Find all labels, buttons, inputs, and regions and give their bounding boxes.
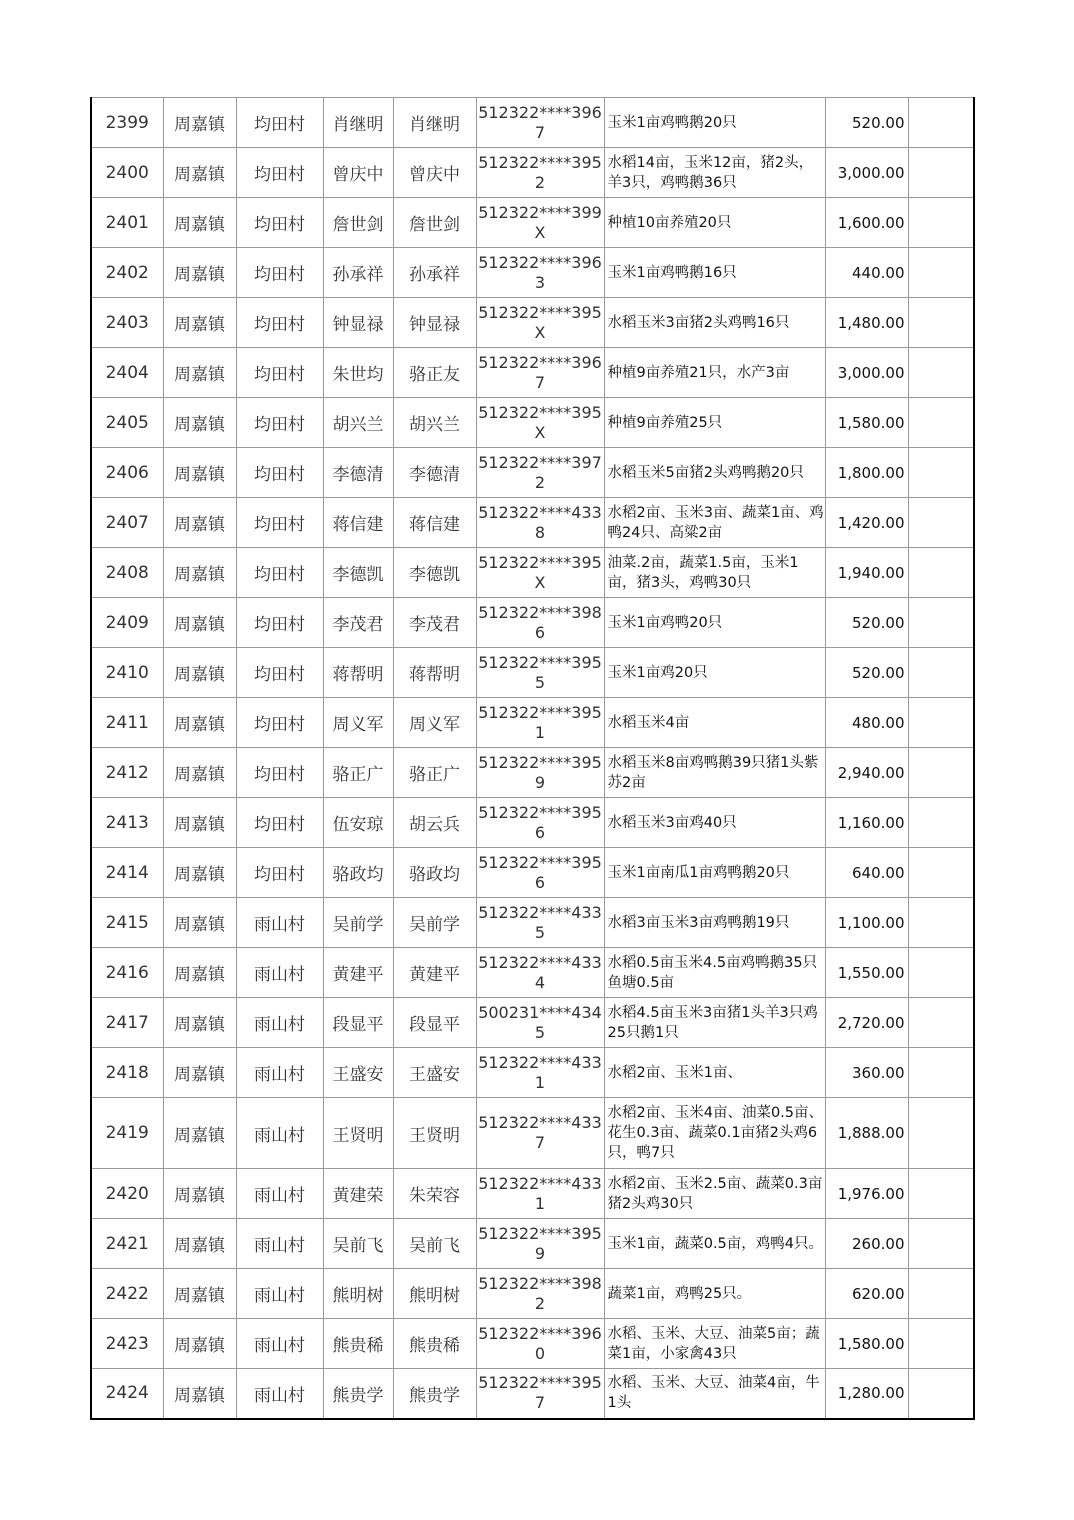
recipient-name-cell: 胡兴兰 bbox=[393, 398, 476, 448]
subsidy-amount-cell: 440.00 bbox=[825, 248, 908, 298]
row-number-cell: 2403 bbox=[91, 298, 163, 348]
production-description-cell: 水稻4.5亩玉米3亩猪1头羊3只鸡25只鹅1只 bbox=[604, 998, 825, 1048]
subsidy-table bbox=[90, 97, 975, 1420]
row-number-cell: 2410 bbox=[91, 648, 163, 698]
subsidy-amount-cell: 260.00 bbox=[825, 1219, 908, 1269]
row-number-cell: 2400 bbox=[91, 148, 163, 198]
subsidy-amount-cell: 1,160.00 bbox=[825, 798, 908, 848]
remarks-cell bbox=[908, 648, 974, 698]
village-cell: 雨山村 bbox=[236, 948, 323, 998]
row-number-cell: 2408 bbox=[91, 548, 163, 598]
recipient-name-cell: 熊贵稀 bbox=[393, 1319, 476, 1369]
row-number-cell: 2404 bbox=[91, 348, 163, 398]
id-number-cell: 512322****3982 bbox=[476, 1269, 604, 1319]
household-head-cell: 曾庆中 bbox=[323, 148, 393, 198]
table-row bbox=[91, 498, 974, 548]
production-description-cell: 水稻玉米3亩猪2头鸡鸭16只 bbox=[604, 298, 825, 348]
id-number-cell: 512322****4337 bbox=[476, 1098, 604, 1169]
household-head-cell: 蒋信建 bbox=[323, 498, 393, 548]
village-cell: 均田村 bbox=[236, 148, 323, 198]
id-number-cell: 512322****395X bbox=[476, 548, 604, 598]
production-description-cell: 水稻、玉米、大豆、油菜5亩；蔬菜1亩，小家禽43只 bbox=[604, 1319, 825, 1369]
subsidy-amount-cell: 1,800.00 bbox=[825, 448, 908, 498]
remarks-cell bbox=[908, 848, 974, 898]
village-cell: 均田村 bbox=[236, 798, 323, 848]
row-number-cell: 2407 bbox=[91, 498, 163, 548]
subsidy-amount-cell: 1,100.00 bbox=[825, 898, 908, 948]
id-number-cell: 512322****3955 bbox=[476, 648, 604, 698]
village-cell: 雨山村 bbox=[236, 1319, 323, 1369]
remarks-cell bbox=[908, 198, 974, 248]
remarks-cell bbox=[908, 598, 974, 648]
household-head-cell: 骆正广 bbox=[323, 748, 393, 798]
production-description-cell: 蔬菜1亩，鸡鸭25只。 bbox=[604, 1269, 825, 1319]
recipient-name-cell: 肖继明 bbox=[393, 98, 476, 148]
subsidy-amount-cell: 520.00 bbox=[825, 98, 908, 148]
town-cell: 周嘉镇 bbox=[163, 648, 236, 698]
subsidy-amount-cell: 1,940.00 bbox=[825, 548, 908, 598]
household-head-cell: 骆政均 bbox=[323, 848, 393, 898]
recipient-name-cell: 吴前学 bbox=[393, 898, 476, 948]
table-row bbox=[91, 248, 974, 298]
village-cell: 均田村 bbox=[236, 598, 323, 648]
household-head-cell: 胡兴兰 bbox=[323, 398, 393, 448]
remarks-cell bbox=[908, 398, 974, 448]
id-number-cell: 512322****3967 bbox=[476, 348, 604, 398]
production-description-cell: 水稻2亩、玉米3亩、蔬菜1亩、鸡鸭24只、高粱2亩 bbox=[604, 498, 825, 548]
remarks-cell bbox=[908, 548, 974, 598]
household-head-cell: 孙承祥 bbox=[323, 248, 393, 298]
village-cell: 均田村 bbox=[236, 698, 323, 748]
household-head-cell: 李茂君 bbox=[323, 598, 393, 648]
id-number-cell: 512322****3959 bbox=[476, 1219, 604, 1269]
table-row bbox=[91, 698, 974, 748]
remarks-cell bbox=[908, 948, 974, 998]
town-cell: 周嘉镇 bbox=[163, 1219, 236, 1269]
subsidy-amount-cell: 620.00 bbox=[825, 1269, 908, 1319]
recipient-name-cell: 周义军 bbox=[393, 698, 476, 748]
row-number-cell: 2420 bbox=[91, 1169, 163, 1219]
town-cell: 周嘉镇 bbox=[163, 1269, 236, 1319]
remarks-cell bbox=[908, 698, 974, 748]
village-cell: 均田村 bbox=[236, 98, 323, 148]
town-cell: 周嘉镇 bbox=[163, 148, 236, 198]
id-number-cell: 512322****3956 bbox=[476, 798, 604, 848]
household-head-cell: 熊贵稀 bbox=[323, 1319, 393, 1369]
village-cell: 均田村 bbox=[236, 548, 323, 598]
town-cell: 周嘉镇 bbox=[163, 798, 236, 848]
recipient-name-cell: 王盛安 bbox=[393, 1048, 476, 1098]
household-head-cell: 黄建荣 bbox=[323, 1169, 393, 1219]
subsidy-amount-cell: 360.00 bbox=[825, 1048, 908, 1098]
village-cell: 均田村 bbox=[236, 498, 323, 548]
table-row bbox=[91, 198, 974, 248]
id-number-cell: 512322****399X bbox=[476, 198, 604, 248]
remarks-cell bbox=[908, 898, 974, 948]
village-cell: 均田村 bbox=[236, 248, 323, 298]
table-row bbox=[91, 448, 974, 498]
recipient-name-cell: 熊明树 bbox=[393, 1269, 476, 1319]
table-row bbox=[91, 948, 974, 998]
id-number-cell: 512322****3986 bbox=[476, 598, 604, 648]
table-row bbox=[91, 298, 974, 348]
subsidy-amount-cell: 1,600.00 bbox=[825, 198, 908, 248]
subsidy-amount-cell: 1,420.00 bbox=[825, 498, 908, 548]
town-cell: 周嘉镇 bbox=[163, 1098, 236, 1169]
table-row bbox=[91, 1369, 974, 1419]
village-cell: 雨山村 bbox=[236, 1048, 323, 1098]
row-number-cell: 2417 bbox=[91, 998, 163, 1048]
row-number-cell: 2422 bbox=[91, 1269, 163, 1319]
production-description-cell: 水稻2亩、玉米2.5亩、蔬菜0.3亩猪2头鸡30只 bbox=[604, 1169, 825, 1219]
remarks-cell bbox=[908, 148, 974, 198]
row-number-cell: 2402 bbox=[91, 248, 163, 298]
remarks-cell bbox=[908, 1319, 974, 1369]
production-description-cell: 玉米1亩，蔬菜0.5亩，鸡鸭4只。 bbox=[604, 1219, 825, 1269]
remarks-cell bbox=[908, 1098, 974, 1169]
subsidy-amount-cell: 3,000.00 bbox=[825, 148, 908, 198]
remarks-cell bbox=[908, 98, 974, 148]
remarks-cell bbox=[908, 1169, 974, 1219]
production-description-cell: 水稻玉米5亩猪2头鸡鸭鹅20只 bbox=[604, 448, 825, 498]
town-cell: 周嘉镇 bbox=[163, 198, 236, 248]
row-number-cell: 2406 bbox=[91, 448, 163, 498]
village-cell: 均田村 bbox=[236, 198, 323, 248]
household-head-cell: 钟显禄 bbox=[323, 298, 393, 348]
town-cell: 周嘉镇 bbox=[163, 498, 236, 548]
id-number-cell: 512322****3959 bbox=[476, 748, 604, 798]
subsidy-amount-cell: 1,480.00 bbox=[825, 298, 908, 348]
village-cell: 雨山村 bbox=[236, 1269, 323, 1319]
household-head-cell: 肖继明 bbox=[323, 98, 393, 148]
village-cell: 均田村 bbox=[236, 398, 323, 448]
table-row bbox=[91, 748, 974, 798]
village-cell: 均田村 bbox=[236, 348, 323, 398]
recipient-name-cell: 胡云兵 bbox=[393, 798, 476, 848]
table-row bbox=[91, 848, 974, 898]
recipient-name-cell: 蒋帮明 bbox=[393, 648, 476, 698]
table-body bbox=[91, 98, 974, 1419]
row-number-cell: 2409 bbox=[91, 598, 163, 648]
recipient-name-cell: 黄建平 bbox=[393, 948, 476, 998]
recipient-name-cell: 李茂君 bbox=[393, 598, 476, 648]
row-number-cell: 2413 bbox=[91, 798, 163, 848]
town-cell: 周嘉镇 bbox=[163, 248, 236, 298]
production-description-cell: 水稻玉米3亩鸡40只 bbox=[604, 798, 825, 848]
subsidy-table-sheet bbox=[90, 97, 975, 1420]
town-cell: 周嘉镇 bbox=[163, 1369, 236, 1419]
subsidy-amount-cell: 520.00 bbox=[825, 648, 908, 698]
village-cell: 雨山村 bbox=[236, 998, 323, 1048]
subsidy-amount-cell: 2,720.00 bbox=[825, 998, 908, 1048]
id-number-cell: 512322****3951 bbox=[476, 698, 604, 748]
subsidy-amount-cell: 1,976.00 bbox=[825, 1169, 908, 1219]
id-number-cell: 512322****395X bbox=[476, 298, 604, 348]
production-description-cell: 种植9亩养殖21只，水产3亩 bbox=[604, 348, 825, 398]
town-cell: 周嘉镇 bbox=[163, 948, 236, 998]
table-row bbox=[91, 398, 974, 448]
production-description-cell: 水稻玉米8亩鸡鸭鹅39只猪1头紫苏2亩 bbox=[604, 748, 825, 798]
remarks-cell bbox=[908, 1219, 974, 1269]
production-description-cell: 水稻2亩、玉米1亩、 bbox=[604, 1048, 825, 1098]
recipient-name-cell: 骆正广 bbox=[393, 748, 476, 798]
table-row bbox=[91, 1269, 974, 1319]
row-number-cell: 2412 bbox=[91, 748, 163, 798]
production-description-cell: 水稻14亩，玉米12亩，猪2头，羊3只，鸡鸭鹅36只 bbox=[604, 148, 825, 198]
production-description-cell: 水稻、玉米、大豆、油菜4亩，牛1头 bbox=[604, 1369, 825, 1419]
row-number-cell: 2411 bbox=[91, 698, 163, 748]
village-cell: 雨山村 bbox=[236, 1219, 323, 1269]
row-number-cell: 2421 bbox=[91, 1219, 163, 1269]
household-head-cell: 朱世均 bbox=[323, 348, 393, 398]
subsidy-amount-cell: 640.00 bbox=[825, 848, 908, 898]
town-cell: 周嘉镇 bbox=[163, 348, 236, 398]
table-row bbox=[91, 648, 974, 698]
production-description-cell: 水稻0.5亩玉米4.5亩鸡鸭鹅35只鱼塘0.5亩 bbox=[604, 948, 825, 998]
row-number-cell: 2416 bbox=[91, 948, 163, 998]
id-number-cell: 512322****4334 bbox=[476, 948, 604, 998]
village-cell: 雨山村 bbox=[236, 898, 323, 948]
household-head-cell: 黄建平 bbox=[323, 948, 393, 998]
table-row bbox=[91, 798, 974, 848]
village-cell: 均田村 bbox=[236, 448, 323, 498]
production-description-cell: 水稻玉米4亩 bbox=[604, 698, 825, 748]
id-number-cell: 512322****4335 bbox=[476, 898, 604, 948]
id-number-cell: 512322****3963 bbox=[476, 248, 604, 298]
household-head-cell: 李德凯 bbox=[323, 548, 393, 598]
recipient-name-cell: 骆政均 bbox=[393, 848, 476, 898]
town-cell: 周嘉镇 bbox=[163, 998, 236, 1048]
row-number-cell: 2418 bbox=[91, 1048, 163, 1098]
town-cell: 周嘉镇 bbox=[163, 548, 236, 598]
production-description-cell: 玉米1亩南瓜1亩鸡鸭鹅20只 bbox=[604, 848, 825, 898]
town-cell: 周嘉镇 bbox=[163, 598, 236, 648]
recipient-name-cell: 骆正友 bbox=[393, 348, 476, 398]
table-row bbox=[91, 998, 974, 1048]
table-row bbox=[91, 598, 974, 648]
recipient-name-cell: 孙承祥 bbox=[393, 248, 476, 298]
row-number-cell: 2423 bbox=[91, 1319, 163, 1369]
village-cell: 均田村 bbox=[236, 298, 323, 348]
subsidy-amount-cell: 2,940.00 bbox=[825, 748, 908, 798]
town-cell: 周嘉镇 bbox=[163, 1169, 236, 1219]
id-number-cell: 512322****4338 bbox=[476, 498, 604, 548]
village-cell: 均田村 bbox=[236, 748, 323, 798]
subsidy-amount-cell: 520.00 bbox=[825, 598, 908, 648]
recipient-name-cell: 朱荣容 bbox=[393, 1169, 476, 1219]
household-head-cell: 蒋帮明 bbox=[323, 648, 393, 698]
table-row bbox=[91, 1098, 974, 1169]
subsidy-amount-cell: 1,550.00 bbox=[825, 948, 908, 998]
row-number-cell: 2401 bbox=[91, 198, 163, 248]
id-number-cell: 500231****4345 bbox=[476, 998, 604, 1048]
remarks-cell bbox=[908, 1048, 974, 1098]
household-head-cell: 吴前学 bbox=[323, 898, 393, 948]
subsidy-amount-cell: 480.00 bbox=[825, 698, 908, 748]
recipient-name-cell: 蒋信建 bbox=[393, 498, 476, 548]
recipient-name-cell: 王贤明 bbox=[393, 1098, 476, 1169]
table-row bbox=[91, 1219, 974, 1269]
table-row bbox=[91, 898, 974, 948]
remarks-cell bbox=[908, 248, 974, 298]
row-number-cell: 2415 bbox=[91, 898, 163, 948]
recipient-name-cell: 詹世剑 bbox=[393, 198, 476, 248]
row-number-cell: 2414 bbox=[91, 848, 163, 898]
table-row bbox=[91, 1319, 974, 1369]
remarks-cell bbox=[908, 998, 974, 1048]
household-head-cell: 王盛安 bbox=[323, 1048, 393, 1098]
production-description-cell: 玉米1亩鸡鸭鹅20只 bbox=[604, 98, 825, 148]
remarks-cell bbox=[908, 298, 974, 348]
recipient-name-cell: 曾庆中 bbox=[393, 148, 476, 198]
remarks-cell bbox=[908, 448, 974, 498]
subsidy-amount-cell: 1,580.00 bbox=[825, 1319, 908, 1369]
id-number-cell: 512322****3952 bbox=[476, 148, 604, 198]
production-description-cell: 种植9亩养殖25只 bbox=[604, 398, 825, 448]
remarks-cell bbox=[908, 498, 974, 548]
id-number-cell: 512322****3956 bbox=[476, 848, 604, 898]
village-cell: 雨山村 bbox=[236, 1098, 323, 1169]
town-cell: 周嘉镇 bbox=[163, 898, 236, 948]
household-head-cell: 李德清 bbox=[323, 448, 393, 498]
household-head-cell: 熊明树 bbox=[323, 1269, 393, 1319]
production-description-cell: 油菜.2亩，蔬菜1.5亩，玉米1亩，猪3头，鸡鸭30只 bbox=[604, 548, 825, 598]
production-description-cell: 玉米1亩鸡20只 bbox=[604, 648, 825, 698]
table-row bbox=[91, 98, 974, 148]
household-head-cell: 詹世剑 bbox=[323, 198, 393, 248]
table-row bbox=[91, 1048, 974, 1098]
id-number-cell: 512322****395X bbox=[476, 398, 604, 448]
household-head-cell: 伍安琼 bbox=[323, 798, 393, 848]
town-cell: 周嘉镇 bbox=[163, 748, 236, 798]
recipient-name-cell: 熊贵学 bbox=[393, 1369, 476, 1419]
remarks-cell bbox=[908, 348, 974, 398]
subsidy-amount-cell: 1,888.00 bbox=[825, 1098, 908, 1169]
row-number-cell: 2424 bbox=[91, 1369, 163, 1419]
recipient-name-cell: 李德清 bbox=[393, 448, 476, 498]
recipient-name-cell: 段显平 bbox=[393, 998, 476, 1048]
id-number-cell: 512322****3957 bbox=[476, 1369, 604, 1419]
town-cell: 周嘉镇 bbox=[163, 698, 236, 748]
town-cell: 周嘉镇 bbox=[163, 298, 236, 348]
town-cell: 周嘉镇 bbox=[163, 448, 236, 498]
table-row bbox=[91, 148, 974, 198]
recipient-name-cell: 李德凯 bbox=[393, 548, 476, 598]
id-number-cell: 512322****3967 bbox=[476, 98, 604, 148]
recipient-name-cell: 吴前飞 bbox=[393, 1219, 476, 1269]
table-row bbox=[91, 348, 974, 398]
village-cell: 均田村 bbox=[236, 648, 323, 698]
town-cell: 周嘉镇 bbox=[163, 1319, 236, 1369]
row-number-cell: 2419 bbox=[91, 1098, 163, 1169]
village-cell: 均田村 bbox=[236, 848, 323, 898]
village-cell: 雨山村 bbox=[236, 1369, 323, 1419]
production-description-cell: 玉米1亩鸡鸭鹅16只 bbox=[604, 248, 825, 298]
subsidy-amount-cell: 3,000.00 bbox=[825, 348, 908, 398]
remarks-cell bbox=[908, 1269, 974, 1319]
remarks-cell bbox=[908, 1369, 974, 1419]
household-head-cell: 熊贵学 bbox=[323, 1369, 393, 1419]
subsidy-amount-cell: 1,280.00 bbox=[825, 1369, 908, 1419]
village-cell: 雨山村 bbox=[236, 1169, 323, 1219]
production-description-cell: 种植10亩养殖20只 bbox=[604, 198, 825, 248]
town-cell: 周嘉镇 bbox=[163, 1048, 236, 1098]
household-head-cell: 吴前飞 bbox=[323, 1219, 393, 1269]
household-head-cell: 周义军 bbox=[323, 698, 393, 748]
production-description-cell: 玉米1亩鸡鸭20只 bbox=[604, 598, 825, 648]
production-description-cell: 水稻2亩、玉米4亩、油菜0.5亩、花生0.3亩、蔬菜0.1亩猪2头鸡6只，鸭7只 bbox=[604, 1098, 825, 1169]
id-number-cell: 512322****3960 bbox=[476, 1319, 604, 1369]
table-row bbox=[91, 548, 974, 598]
town-cell: 周嘉镇 bbox=[163, 398, 236, 448]
id-number-cell: 512322****3972 bbox=[476, 448, 604, 498]
table-row bbox=[91, 1169, 974, 1219]
town-cell: 周嘉镇 bbox=[163, 848, 236, 898]
recipient-name-cell: 钟显禄 bbox=[393, 298, 476, 348]
id-number-cell: 512322****4331 bbox=[476, 1048, 604, 1098]
remarks-cell bbox=[908, 748, 974, 798]
town-cell: 周嘉镇 bbox=[163, 98, 236, 148]
id-number-cell: 512322****4331 bbox=[476, 1169, 604, 1219]
household-head-cell: 段显平 bbox=[323, 998, 393, 1048]
production-description-cell: 水稻3亩玉米3亩鸡鸭鹅19只 bbox=[604, 898, 825, 948]
row-number-cell: 2399 bbox=[91, 98, 163, 148]
subsidy-amount-cell: 1,580.00 bbox=[825, 398, 908, 448]
remarks-cell bbox=[908, 798, 974, 848]
household-head-cell: 王贤明 bbox=[323, 1098, 393, 1169]
row-number-cell: 2405 bbox=[91, 398, 163, 448]
